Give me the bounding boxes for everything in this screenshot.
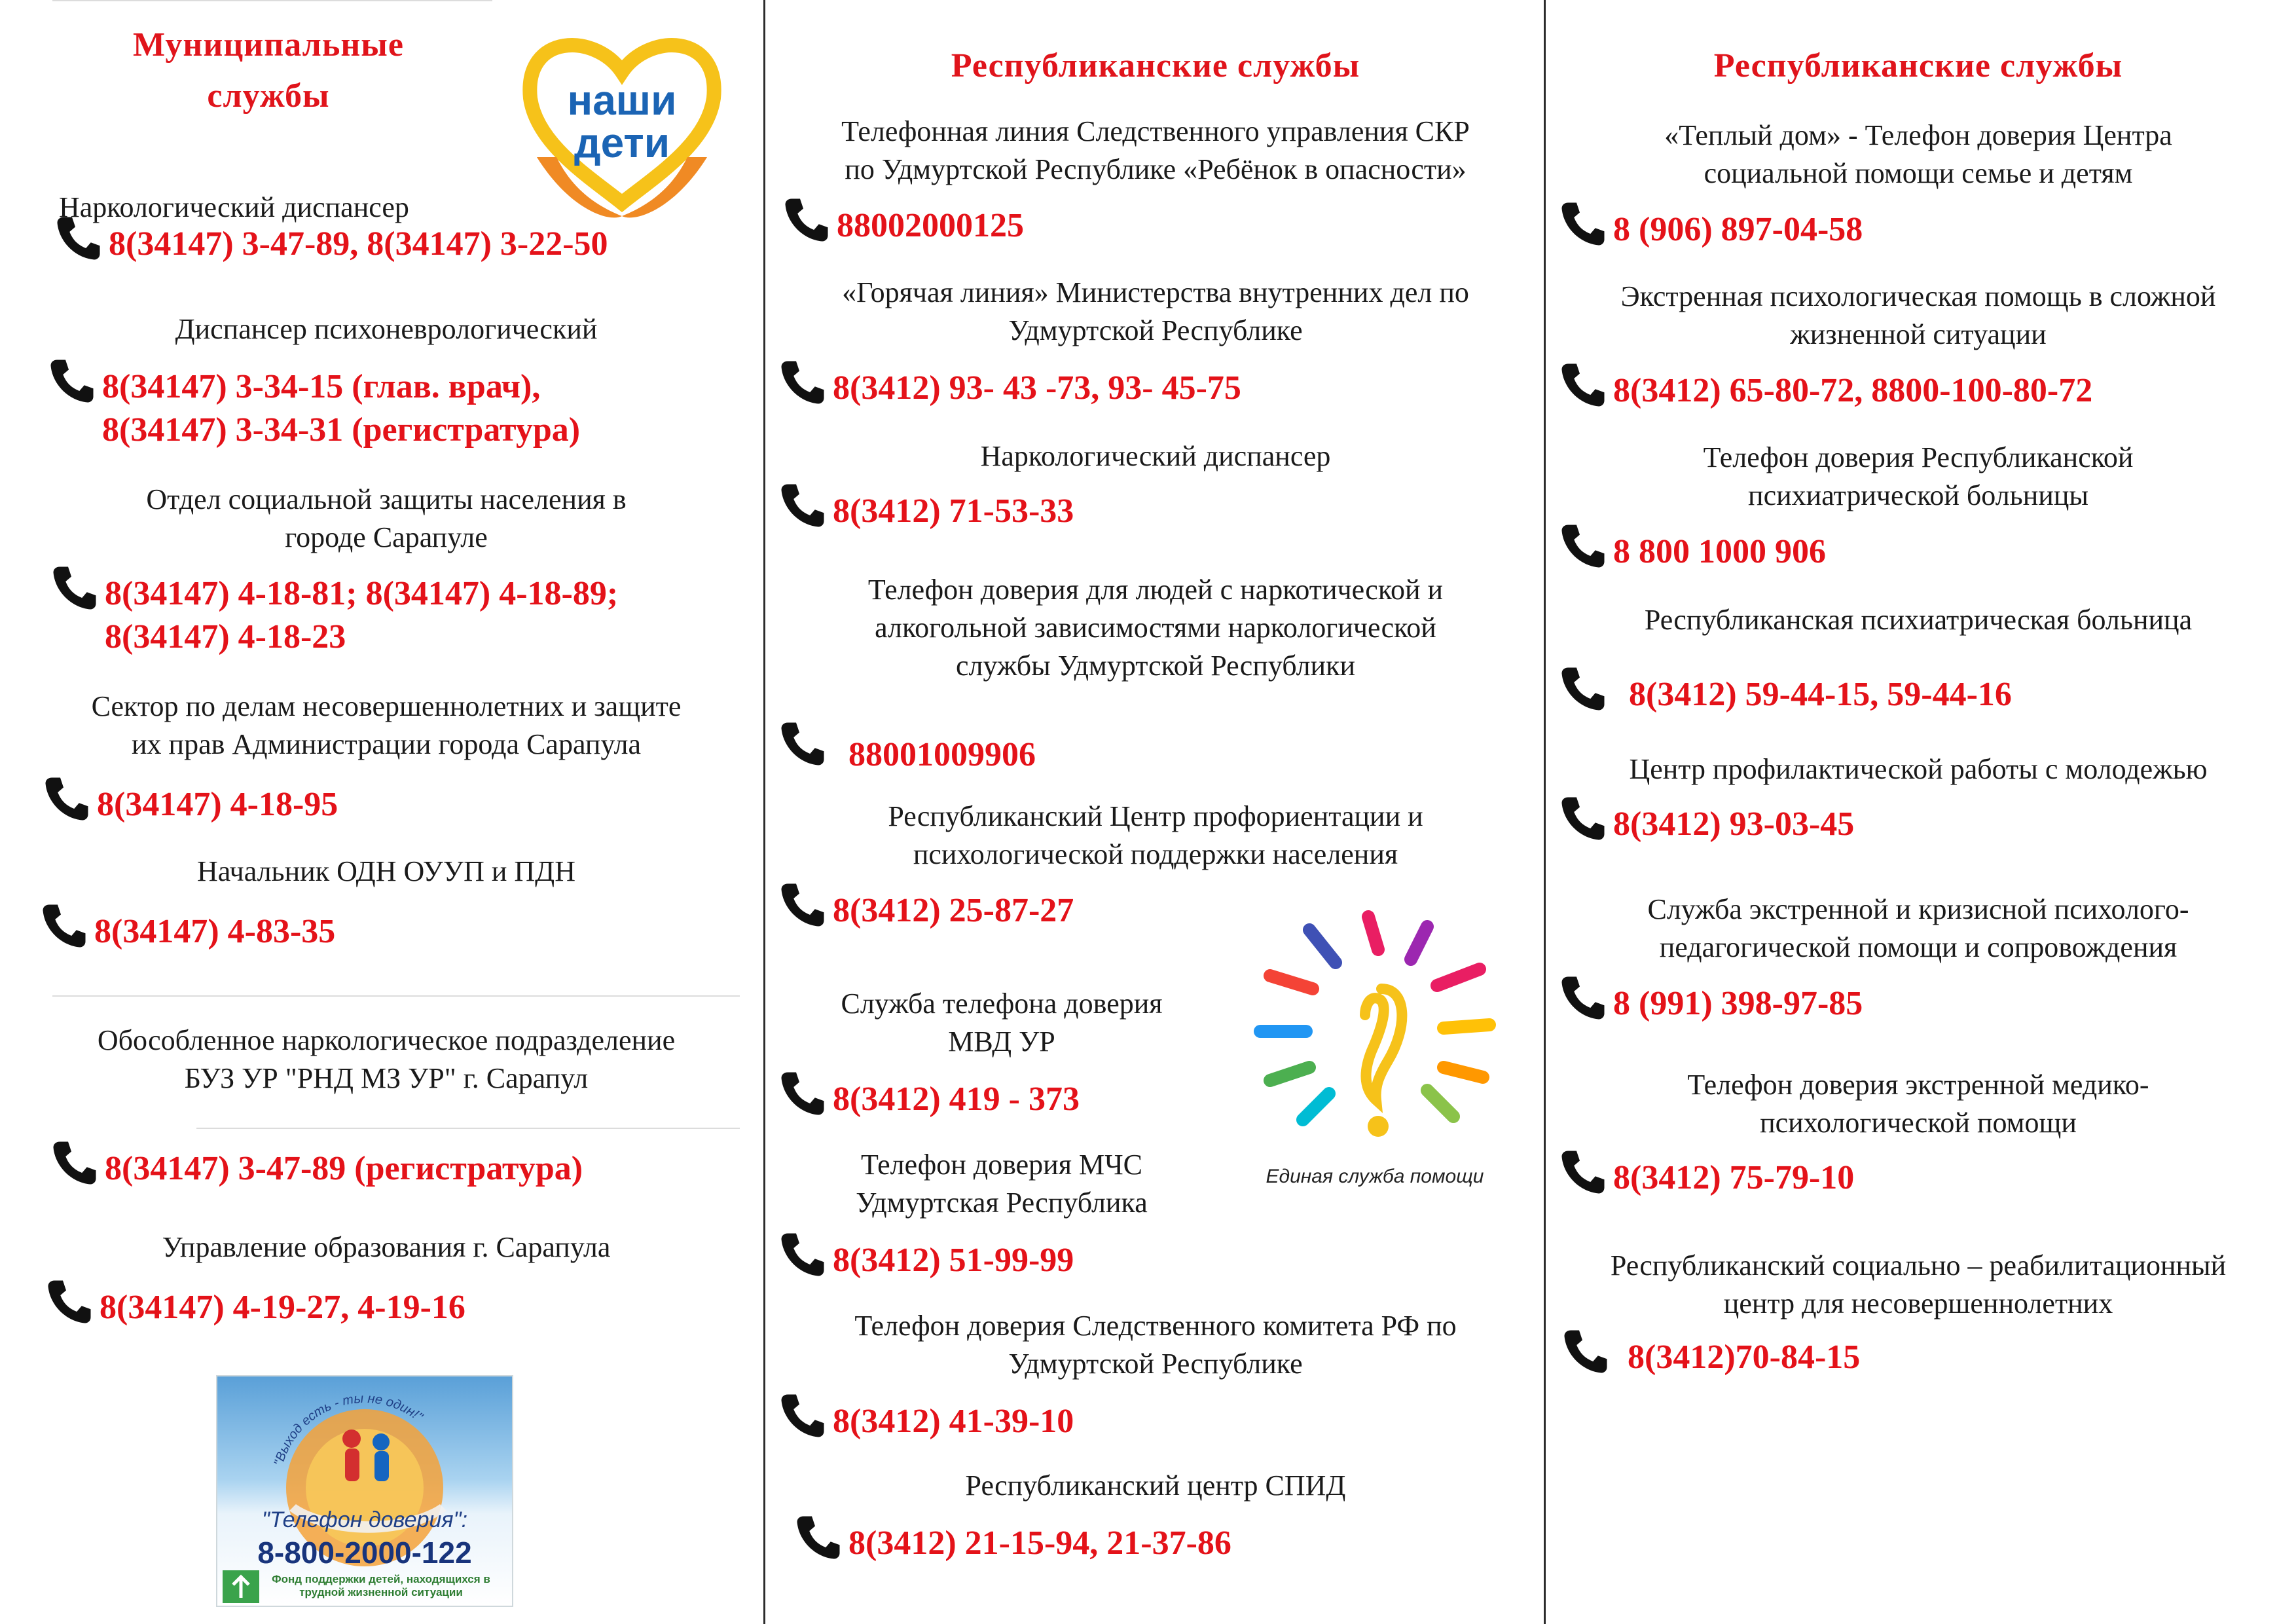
- phone-number[interactable]: 8(3412) 65-80-72, 8800-100-80-72: [1613, 372, 2093, 409]
- service-title: Республиканский социально – реабилитационный центр для несовершеннолетних: [1610, 1249, 2227, 1320]
- phone-icon: [776, 1228, 829, 1281]
- phone-number[interactable]: 88001009906: [848, 736, 1036, 773]
- republic-services-heading-middle: Республиканские службы: [951, 47, 1360, 84]
- hotline-poster: [216, 1375, 513, 1607]
- phone-icon: [1557, 792, 1609, 845]
- phone-row: [48, 1147, 583, 1190]
- phone-number[interactable]: 8 (906) 897-04-58: [1613, 211, 1863, 248]
- phone-number[interactable]: 8(3412) 75-79-10: [1613, 1159, 1855, 1196]
- phone-icon: [52, 212, 105, 265]
- section-divider-2: [196, 1128, 740, 1129]
- phone-icon: [780, 194, 833, 246]
- service-title: Республиканский Центр профориентации и психологической поддержки населения: [888, 800, 1423, 870]
- phone-number[interactable]: 8(34147) 3-47-89 (регистратура): [105, 1150, 583, 1187]
- service-title: «Теплый дом» - Телефон доверия Центра социальной помощи семье и детям: [1664, 119, 2172, 189]
- phone-row: [41, 783, 338, 826]
- nashi-deti-logo: [511, 26, 733, 223]
- service-title: Республиканская психиатрическая больница: [1644, 604, 2193, 636]
- phone-row: [52, 223, 608, 266]
- phone-number[interactable]: 8(3412) 93- 43 -73, 93- 45-75: [833, 369, 1241, 407]
- phone-row: [776, 1400, 1074, 1443]
- phone-number[interactable]: 8(3412) 51-99-99: [833, 1242, 1074, 1279]
- service-title: «Горячая линия» Министерства внутренних дел по Удмуртской Республике: [842, 276, 1469, 346]
- phone-row: [1557, 803, 1854, 846]
- phone-number[interactable]: 8 800 1000 906: [1613, 533, 1826, 570]
- phone-row: [792, 1522, 1231, 1565]
- phone-number[interactable]: 8(3412) 93-03-45: [1613, 805, 1855, 843]
- service-title: Телефон доверия МЧС Удмуртская Республика: [856, 1149, 1148, 1219]
- phone-number[interactable]: 8(34147) 4-19-27, 4-19-16: [100, 1289, 465, 1326]
- phone-row: [1557, 673, 2012, 716]
- phone-icon: [776, 479, 829, 532]
- logo-word-1: наши: [567, 77, 677, 124]
- service-title: Телефонная линия Следственного управления СКР по Удмуртской Республике «Ребёнок в опасности»: [841, 115, 1470, 185]
- phone-row: [776, 889, 1074, 932]
- phone-icon: [46, 355, 98, 407]
- phone-icon: [776, 718, 829, 770]
- phone-icon: [792, 1511, 845, 1564]
- service-title: Диспансер психоневрологический: [175, 313, 598, 345]
- poster-hotline-number[interactable]: 8-800-2000-122: [257, 1536, 472, 1570]
- phone-number[interactable]: 8(34147) 3-47-89, 8(34147) 3-22-50: [109, 225, 608, 263]
- poster-arc-text: "Выход есть - ты не один!": [271, 1391, 426, 1468]
- phone-row: [776, 490, 1074, 533]
- republic-services-heading-right: Республиканские службы: [1713, 47, 2123, 84]
- phone-number[interactable]: 8(34147) 4-18-23: [105, 618, 346, 655]
- service-title: Обособленное наркологическое подразделение БУЗ УР "РНД МЗ УР" г. Сарапул: [97, 1024, 676, 1094]
- phone-icon: [1557, 198, 1609, 250]
- phone-number[interactable]: 8(34147) 4-18-81; 8(34147) 4-18-89;: [105, 575, 619, 612]
- service-title: Республиканский центр СПИД: [965, 1469, 1346, 1502]
- service-title: Телефон доверия Следственного комитета РФ по Удмуртской Республике: [854, 1310, 1457, 1380]
- phone-row: [1557, 369, 2092, 413]
- phone-row: [1557, 208, 1863, 251]
- phone-icon: [38, 900, 90, 952]
- phone-row: [48, 572, 618, 659]
- phone-row: [780, 204, 1024, 248]
- section-divider: [52, 995, 740, 997]
- phone-number[interactable]: 8(3412) 41-39-10: [833, 1403, 1074, 1440]
- phone-icon: [776, 356, 829, 409]
- phone-icon: [776, 879, 829, 931]
- phone-icon: [41, 773, 93, 825]
- phone-icon: [776, 1390, 829, 1442]
- phone-number[interactable]: 8(34147) 3-34-15 (глав. врач),: [102, 368, 541, 405]
- phone-number[interactable]: 8(3412) 71-53-33: [833, 492, 1074, 530]
- phone-row: [46, 365, 580, 452]
- phone-number[interactable]: 8(34147) 3-34-31 (регистратура): [102, 411, 581, 449]
- service-title: Сектор по делам несовершеннолетних и защите их прав Администрации города Сарапула: [91, 690, 682, 760]
- service-title: Экстренная психологическая помощь в сложной жизненной ситуации: [1620, 280, 2216, 350]
- service-title: Телефон доверия Республиканской психиатрической больницы: [1703, 441, 2134, 511]
- phone-row: [1557, 1156, 1854, 1200]
- service-title: Отдел социальной защиты населения в городе Сарапуле: [146, 483, 627, 553]
- column-divider-left: [763, 0, 765, 1624]
- phone-icon: [1557, 1146, 1609, 1198]
- poster-label: "Телефон доверия":: [261, 1507, 468, 1532]
- service-title: Наркологический диспансер: [980, 440, 1331, 472]
- phone-icon: [48, 562, 101, 614]
- logo-word-2: дети: [574, 119, 670, 166]
- phone-icon: [1557, 972, 1609, 1024]
- phone-row: [776, 367, 1241, 410]
- phone-icon: [43, 1276, 96, 1328]
- phone-icon: [1557, 520, 1609, 572]
- phone-icon: [1557, 663, 1609, 715]
- phone-row: [1557, 982, 1863, 1025]
- service-title: Служба экстренной и кризисной психолого- педагогической помощи и сопровождения: [1647, 893, 2189, 963]
- phone-number[interactable]: 8(34147) 4-18-95: [97, 786, 338, 823]
- phone-number[interactable]: 8 (991) 398-97-85: [1613, 985, 1863, 1022]
- phone-number[interactable]: 8(34147) 4-83-35: [94, 913, 336, 950]
- phone-row: [776, 1078, 1080, 1121]
- poster-caption: Фонд поддержки детей, находящихся в трудной жизненной ситуации: [272, 1573, 490, 1598]
- unified-help-logo: [1231, 891, 1519, 1205]
- phone-row: [1559, 1336, 1860, 1379]
- service-title: Наркологический диспансер: [59, 191, 409, 223]
- service-title: Служба телефона доверия МВД УР: [841, 987, 1163, 1058]
- column-divider-right: [1544, 0, 1546, 1624]
- phone-row: [776, 728, 1036, 777]
- help-logo-caption: Единая служба помощи: [1266, 1166, 1484, 1187]
- service-title: Телефон доверия для людей с наркотической и алкогольной зависимостями наркологической службы Удмуртской Республики: [867, 574, 1444, 682]
- phone-icon: [1559, 1325, 1612, 1378]
- phone-number[interactable]: 8(3412) 21-15-94, 21-37-86: [848, 1524, 1231, 1562]
- phone-row: [1557, 530, 1826, 574]
- phone-icon: [1557, 359, 1609, 411]
- service-title: Начальник ОДН ОУУП и ПДН: [197, 855, 575, 887]
- phone-number[interactable]: 8(3412)70-84-15: [1628, 1338, 1861, 1376]
- municipal-services-heading: Муниципальные службы: [133, 26, 404, 115]
- phone-row: [43, 1286, 465, 1329]
- phone-number[interactable]: 8(3412) 25-87-27: [833, 892, 1074, 929]
- phone-icon: [48, 1137, 101, 1189]
- phone-number[interactable]: 8(3412) 419 - 373: [833, 1080, 1080, 1118]
- top-divider: [52, 0, 492, 1]
- phone-number[interactable]: 88002000125: [837, 207, 1024, 244]
- phone-icon: [776, 1067, 829, 1120]
- phone-row: [38, 910, 335, 953]
- phone-number[interactable]: 8(3412) 59-44-15, 59-44-16: [1629, 676, 2012, 713]
- service-title: Центр профилактической работы с молодежью: [1629, 753, 2208, 785]
- service-title: Телефон доверия экстренной медико- психологической помощи: [1687, 1069, 2149, 1139]
- phone-row: [776, 1239, 1074, 1282]
- service-title: Управление образования г. Сарапула: [162, 1231, 611, 1263]
